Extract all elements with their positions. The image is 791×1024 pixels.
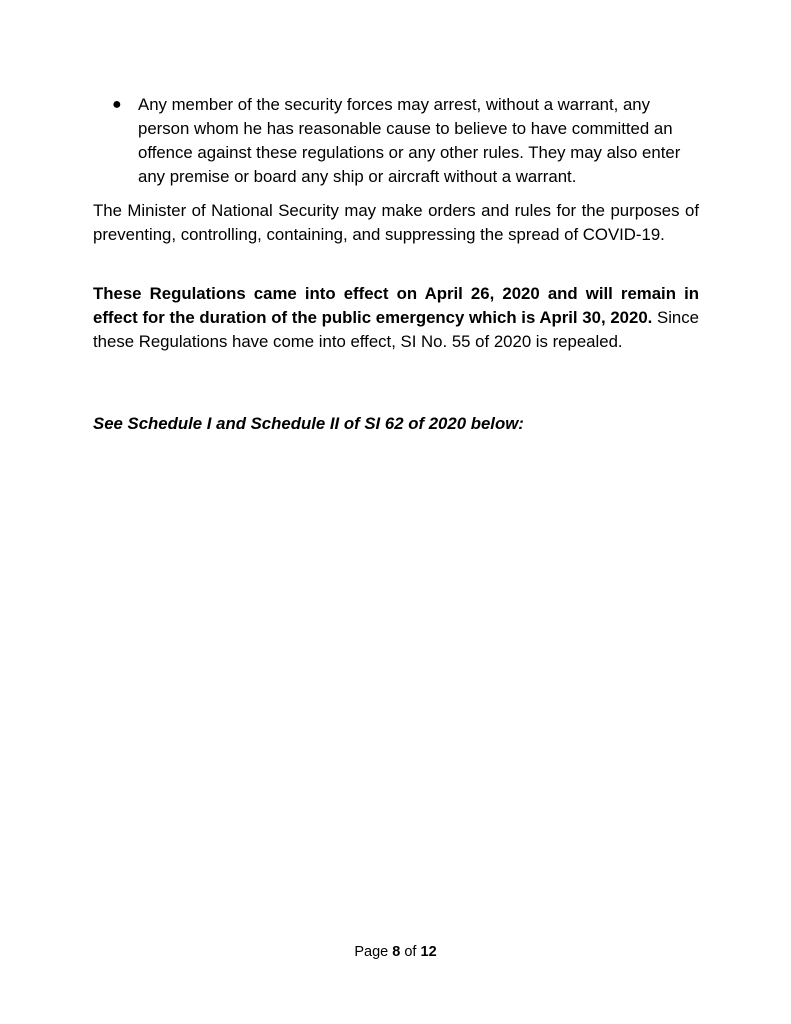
footer-prefix: Page [354,944,393,960]
bullet-text: Any member of the security forces may arrest, without a warrant, any person whom he has reasonable cause to believe to have committed an offence against these regulations or any other rules. They may also enter any premise or board any ship or aircraft without a warrant. [138,95,681,186]
page-footer [0,942,791,962]
bullet-list-item [112,93,702,189]
effect-bold-text: These Regulations came into effect on April 26, 2020 and will remain in effect for the duration of the public emergency which is April 30, 2020. [93,284,699,327]
minister-paragraph: The Minister of National Security may make orders and rules for the purposes of preventing, controlling, containing, and suppressing the spread of COVID-19. [93,201,699,244]
bullet-icon: ● [112,96,122,113]
schedule-reference: See Schedule I and Schedule II of SI 62 of 2020 below: [93,414,524,433]
total-pages-number: 12 [420,944,437,960]
effect-paragraph [93,282,699,354]
current-page-number: 8 [392,944,401,960]
effect-rest-text: Since these Regulations have come into effect, SI No. 55 of 2020 is repealed. [93,308,699,351]
footer-middle: of [400,944,421,960]
